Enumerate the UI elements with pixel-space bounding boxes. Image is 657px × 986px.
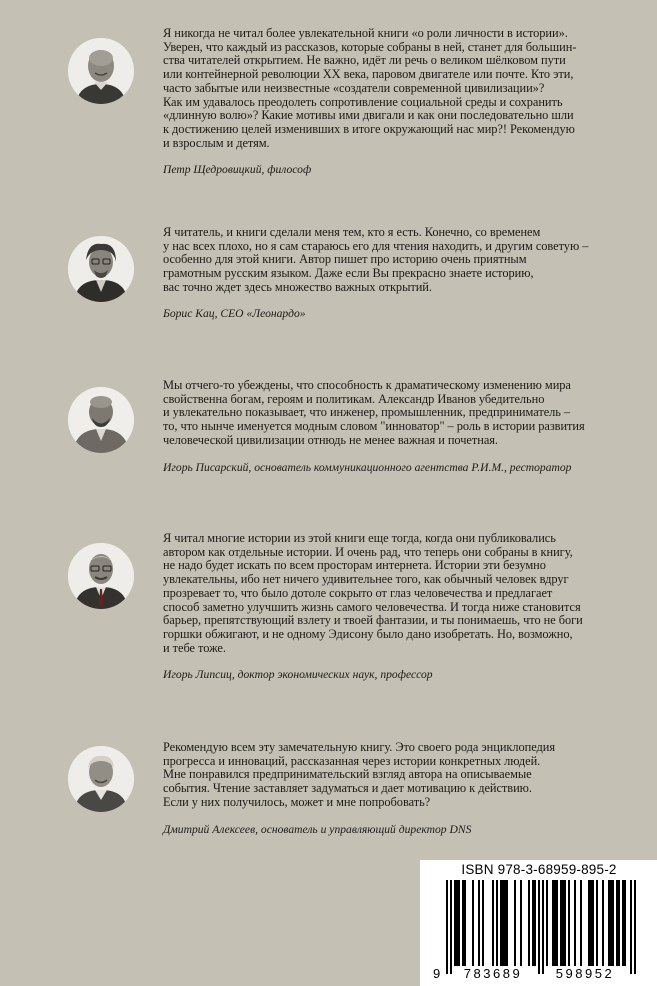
barcode-bar [634,880,636,974]
review-author: Игорь Липсиц, доктор экономических наук, профессор [163,668,433,681]
barcode [420,860,657,986]
barcode-bar [504,880,506,966]
barcode-bar [456,880,458,966]
barcode-bar [450,880,452,974]
barcode-bar [502,880,504,966]
barcode-digits-left: 783689 [463,966,523,981]
review-author: Дмитрий Алексеев, основатель и управляющий директор DNS [163,823,472,836]
barcode-bar [588,880,590,966]
barcode-bar [562,880,564,966]
barcode-bar [624,880,626,966]
barcode-bar [500,880,502,966]
author-photo-shchedrovitsky [68,38,134,104]
author-photo-lipsits [68,543,134,609]
author-photo-kats [68,236,134,302]
barcode-bar [506,880,508,966]
barcode-bar [616,880,618,966]
barcode-bar [554,880,556,966]
barcode-bar [560,880,562,966]
barcode-bar [546,880,548,966]
barcode-digit-first: 9 [433,966,441,981]
barcode-bar [618,880,620,966]
isbn-barcode-block [420,860,657,986]
barcode-bar [528,880,530,966]
review-quote: Я никогда не читал более увлекательной книги «о роли личности в истории». Уверен, что каждый из рассказов, которые собраны в ней, станет для большин- ства читателей открытием. Не важно, идёт ли речь о великом шёлковом пути или контейнерной революции XX века, паровом двигателе или почте. Кто эти, часто забытые или неизвестные «создатели современной цивилизации»? Как им удавалось преодолеть сопротивление социальной среды и сохранить «длинную волю»? Какие мотивы ими двигали и как они последовательно шли к достижению целей изменивших в итоге окружающий нас мир?! Рекомендую и взрослым и детям. [163,26,577,150]
barcode-bar [542,880,544,974]
barcode-bar [472,880,474,966]
barcode-bar [458,880,460,966]
review-author: Игорь Писарский, основатель коммуникационного агентства Р.И.М., ресторатор [163,461,572,474]
author-photo-alekseev [68,746,134,812]
review-author: Борис Кац, CEO «Леонардо» [163,307,306,320]
review-quote: Мы отчего-то убеждены, что способность к драматическому изменению мира свойственна богам, героям и политикам. Александр Иванов убедительно и увлекательно показывает, что инженер, промышленник, предприниматель – то, что нынче именуется модным словом "инноватор" – роль в истории развития человеческой цивилизации отнюдь не менее важная и почетная. [163,378,585,447]
barcode-bar [538,880,540,974]
barcode-bar [610,880,612,966]
barcode-bar [556,880,558,966]
barcode-bar [574,880,576,966]
barcode-bar [454,880,456,966]
barcode-bar [568,880,570,966]
barcode-bar [520,880,522,966]
author-photo-pisarsky [68,387,134,453]
review-author: Петр Щедровицкий, философ [163,163,312,176]
barcode-bar [612,880,614,966]
review-quote: Я читал многие истории из этой книги еще тогда, когда они публиковались автором как отдельные истории. И очень рад, что теперь они собраны в книгу, не надо будет искать по всем просторам интернета. Истории эти безумно увлекательны, ибо нет ничего удивительнее того, как обычный человек вдруг прозревает то, что было дотоле сокрыто от глаз человечества и предлагает способ заметно улучшить жизнь самого человечества. И тогда ниже становится барьер, препятствующий взлету и твоей фантазии, и ты понимаешь, что не боги горшки обжигают, и не одному Эдисону было дано изобретать. Но, возможно, и тебе тоже. [163,531,583,655]
barcode-bar [478,880,480,966]
barcode-bar [590,880,592,966]
barcode-bar [596,880,598,966]
review-quote: Я читатель, и книги сделали меня тем, кто я есть. Конечно, со временем у нас всех плохо, но я сам стараюсь его для чтения находить, и другим советую – особенно для этой книги. Автор пишет про историю очень приятным грамотным русским языком. Даже если Вы прекрасно знаете историю, вас точно ждет здесь множество важных открытий. [163,225,589,294]
barcode-bar [532,880,534,966]
barcode-bar [580,880,582,966]
barcode-bar [592,880,594,966]
barcode-bar [564,880,566,966]
barcode-bar [462,880,464,966]
barcode-bar [602,880,604,966]
barcode-bar [492,880,494,966]
isbn-label: ISBN 978-3-68959-895-2 [461,862,617,877]
barcode-bar [630,880,632,974]
barcode-bar [534,880,536,966]
barcode-bar [482,880,484,966]
barcode-bar [608,880,610,966]
review-quote: Рекомендую всем эту замечательную книгу. Это своего рода энциклопедия прогресса и инноваций, рассказанная через истории конкретных людей. Мне понравился предпринимательский взгляд автора на описываемые события. Чтение заставляет задуматься и дает мотивацию к действию. Если у них получилось, может и мне попробовать? [163,740,556,809]
barcode-bar [622,880,624,966]
barcode-bar [496,880,498,966]
barcode-bar [446,880,448,974]
barcode-bar [514,880,516,966]
barcode-bar [552,880,554,966]
barcode-bar [464,880,466,966]
barcode-digits-right: 598952 [555,966,615,981]
